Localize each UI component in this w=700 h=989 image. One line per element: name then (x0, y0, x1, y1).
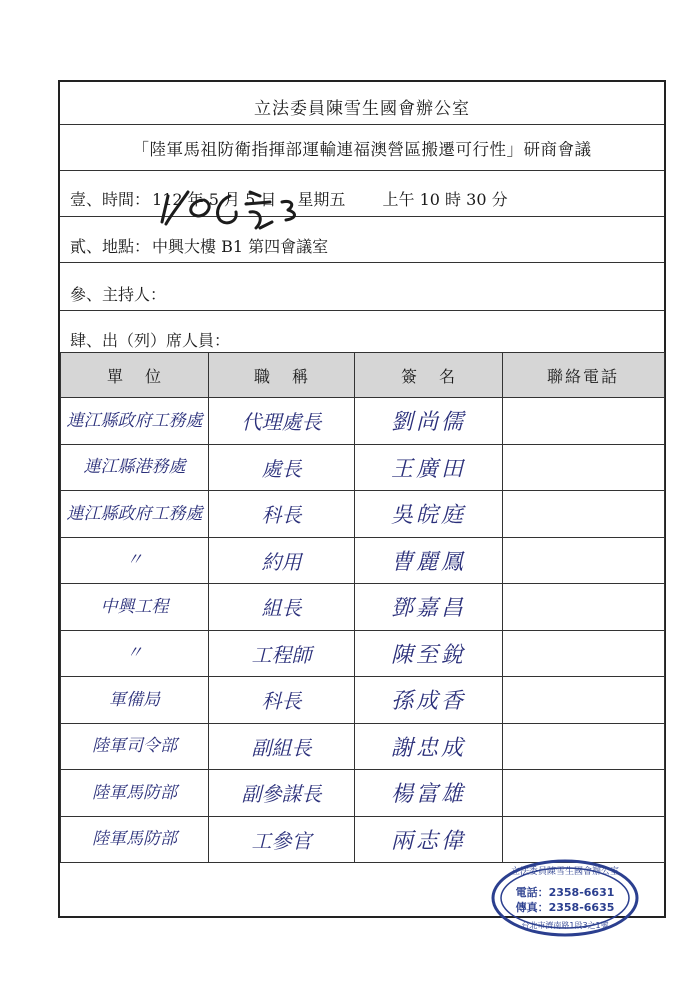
phone-cell (503, 630, 665, 677)
title-cell: 代理處長 (209, 398, 355, 445)
svg-text:傳真：2358-6635: 傳真：2358-6635 (515, 901, 615, 914)
divider (60, 310, 664, 311)
unit-cell: 連江縣政府工務處 (61, 491, 209, 538)
unit-cell: 〃 (61, 630, 209, 677)
table-row (61, 444, 665, 491)
divider (60, 262, 664, 263)
svg-text:立法委員陳雪生國會辦公室: 立法委員陳雪生國會辦公室 (510, 867, 620, 877)
table-row (61, 398, 665, 445)
signature-cell: 陳至銳 (355, 630, 503, 677)
phone-cell (503, 537, 665, 584)
phone-cell (503, 816, 665, 863)
office-title: 立法委員陳雪生國會辦公室 (254, 99, 470, 119)
attendees-label: 肆、出（列）席人員： (70, 331, 231, 350)
signature-cell: 曹麗鳳 (355, 537, 503, 584)
title-cell: 處長 (209, 444, 355, 491)
signature-cell: 鄧嘉昌 (355, 584, 503, 631)
unit-cell: 陸軍馬防部 (61, 816, 209, 863)
unit-cell: 〃 (61, 537, 209, 584)
unit-cell: 中興工程 (61, 584, 209, 631)
title-cell: 約用 (209, 537, 355, 584)
svg-text:電話：2358-6631: 電話：2358-6631 (515, 886, 615, 899)
host-signature-icon (110, 182, 310, 237)
header-phone: 聯絡電話 (503, 353, 665, 398)
title-cell: 副參謀長 (209, 770, 355, 817)
title-cell: 副組長 (209, 723, 355, 770)
phone-cell (503, 770, 665, 817)
title-cell: 科長 (209, 491, 355, 538)
signature-cell: 王廣田 (355, 444, 503, 491)
phone-cell (503, 491, 665, 538)
title-cell: 科長 (209, 677, 355, 724)
table-row (61, 723, 665, 770)
phone-cell (503, 584, 665, 631)
title-cell: 工程師 (209, 630, 355, 677)
attendance-table (60, 352, 665, 863)
signature-cell: 楊富雄 (355, 770, 503, 817)
unit-cell: 連江縣港務處 (61, 444, 209, 491)
svg-text:台北市濟南路1段3之1號: 台北市濟南路1段3之1號 (521, 921, 609, 930)
phone-cell (503, 723, 665, 770)
place-value: 中興大樓 B1 第四會議室 (152, 237, 329, 256)
meeting-title: 「陸軍馬祖防衛指揮部運輸連福澳營區搬遷可行性」研商會議 (132, 140, 592, 159)
unit-cell: 連江縣政府工務處 (61, 398, 209, 445)
place-label: 貳、地點： (70, 237, 151, 256)
table-row (61, 816, 665, 863)
header-title: 職稱 (209, 353, 355, 398)
header-signature: 簽名 (355, 353, 503, 398)
table-row (61, 537, 665, 584)
host-label: 參、主持人： (70, 285, 167, 304)
title-cell: 組長 (209, 584, 355, 631)
table-row (61, 630, 665, 677)
signature-cell: 吳皖庭 (355, 491, 503, 538)
office-seal-icon (490, 858, 640, 938)
table-row (61, 677, 665, 724)
place-row (70, 234, 328, 257)
time-label: 壹、時間： (70, 190, 151, 209)
table-header-row (61, 353, 665, 398)
signature-cell: 兩志偉 (355, 816, 503, 863)
divider (60, 170, 664, 171)
unit-cell: 陸軍司令部 (61, 723, 209, 770)
unit-cell: 陸軍馬防部 (61, 770, 209, 817)
table-row (61, 770, 665, 817)
phone-cell (503, 677, 665, 724)
unit-cell: 軍備局 (61, 677, 209, 724)
phone-cell (503, 444, 665, 491)
table-row (61, 584, 665, 631)
title-cell: 工參官 (209, 816, 355, 863)
header-unit: 單位 (61, 353, 209, 398)
signature-cell: 劉尚儒 (355, 398, 503, 445)
phone-cell (503, 398, 665, 445)
signature-cell: 謝忠成 (355, 723, 503, 770)
table-row (61, 491, 665, 538)
time-value: 112 年 5 月 5 日 星期五 上午 10 時 30 分 (152, 190, 508, 209)
divider (60, 124, 664, 125)
signature-cell: 孫成香 (355, 677, 503, 724)
